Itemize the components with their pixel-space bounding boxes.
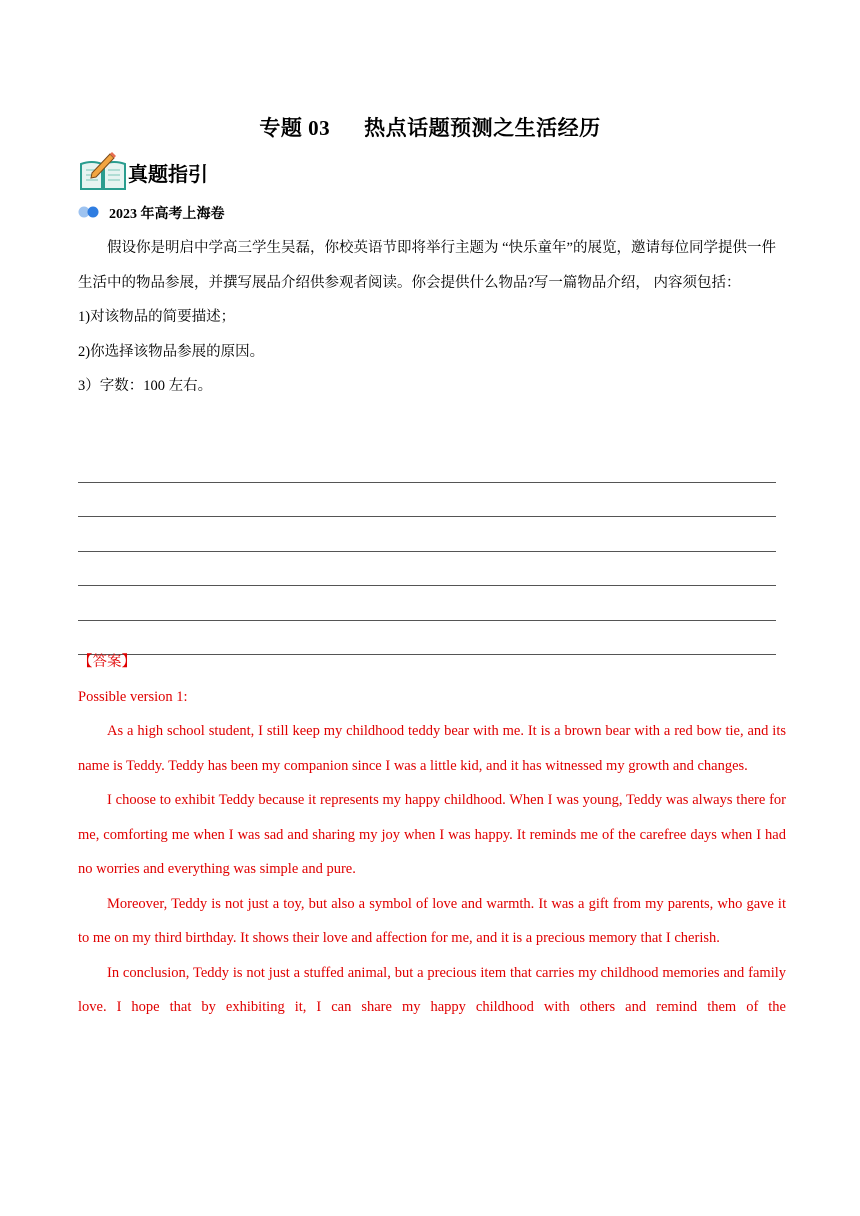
- answer-heading: 【答案】: [78, 654, 136, 670]
- bullet-dots-icon: [78, 205, 100, 219]
- title-main: 热点话题预测之生活经历: [364, 116, 601, 140]
- prompt-item: 1)对该物品的简要描述；: [78, 309, 236, 325]
- book-pencil-icon: [78, 150, 128, 192]
- answer-paragraph: Moreover, Teddy is not just a toy, but also a symbol of love and warmth. It was a gift from my parents, who gave it to me on my third birthday. It shows their love and affection for me, and it is a precious memory that I cherish.: [78, 895, 786, 946]
- writing-line: [78, 586, 776, 621]
- writing-line: [78, 517, 776, 552]
- section-label: 真题指引: [128, 164, 208, 186]
- prompt-item: 3）字数：100 左右。: [78, 378, 213, 394]
- prompt-paragraph: 假设你是明启中学高三学生吴磊，你校英语节即将举行主题为 “快乐童年”的展览，邀请每位同学提供一件生活中的物品参展，并撰写展品介绍供参观者阅读。你会提供什么物品?写一篇物品介绍， 内容须包括：: [78, 240, 776, 291]
- section-heading: [78, 150, 378, 192]
- exam-source-label: 2023 年高考上海卷: [109, 207, 225, 222]
- exam-source: [78, 203, 378, 221]
- answer-writing-lines: [78, 448, 776, 655]
- answer-version: Possible version 1:: [78, 688, 188, 705]
- answer-section: [78, 645, 786, 1025]
- writing-line: [78, 448, 776, 483]
- writing-line: [78, 483, 776, 518]
- title-prefix: 专题 03: [259, 116, 331, 140]
- page-title: [0, 112, 860, 142]
- answer-paragraph: As a high school student, I still keep my childhood teddy bear with me. It is a brown bear with a red bow tie, and its name is Teddy. Teddy has been my companion since I was a little kid, and it has witnessed my growth and changes.: [78, 723, 786, 774]
- answer-paragraph: In conclusion, Teddy is not just a stuffed animal, but a precious item that carries my childhood memories and family love. I hope that by exhibiting it, I can share my happy childhood with others and remind them of the: [78, 964, 786, 1015]
- writing-prompt: [78, 231, 786, 404]
- writing-line: [78, 552, 776, 587]
- answer-paragraph: I choose to exhibit Teddy because it represents my happy childhood. When I was young, Teddy was always there for me, comforting me when I was sad and sharing my joy when I was happy. It reminds me of the carefree days when I had no worries and everything was simple and pure.: [78, 792, 786, 877]
- prompt-item: 2)你选择该物品参展的原因。: [78, 343, 265, 360]
